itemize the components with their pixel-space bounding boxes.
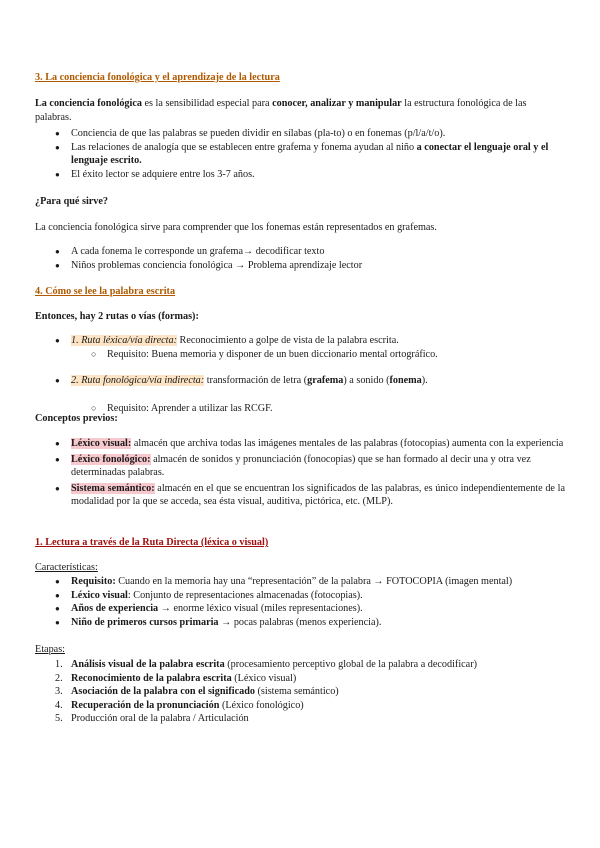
- stage-number: 1.: [55, 659, 63, 670]
- route-2-text: transformación de letra (: [204, 375, 308, 386]
- list-item: [35, 589, 565, 603]
- bullet-text: Niños problemas conciencia fonológica → Problema aprendizaje lector: [71, 259, 363, 271]
- item-label: Años de experiencia: [71, 603, 159, 614]
- concept-label: Sistema semántico:: [71, 482, 155, 494]
- stage-text: (Léxico fonológico): [219, 699, 304, 711]
- list-item: [35, 141, 565, 168]
- stage-item: [35, 712, 565, 726]
- stage-item: [35, 699, 565, 713]
- routes-list: [35, 334, 565, 348]
- purpose-question: ¿Para qué sirve?: [35, 196, 108, 207]
- intro-emphasis: conocer, analizar y manipular: [272, 98, 402, 109]
- route-item: [35, 374, 565, 388]
- stage-text: (procesamiento perceptivo global de la palabra a decodificar): [224, 659, 477, 670]
- section-4-heading: 4. Cómo se lee la palabra escrita: [35, 286, 176, 297]
- concept-label: Léxico visual:: [71, 438, 132, 449]
- concept-text: almacén en el que se encuentran los significados de las palabras, es único independientemente de la modalidad por la que se acceda, sea ésta visual, auditiva, pictórica, etc. (MLP).: [71, 482, 565, 507]
- route-2-emphasis: fonema: [389, 375, 422, 386]
- item-text: Cuando en la memoria hay una “representación” de la palabra → FOTOCOPIA (imagen mental): [115, 576, 513, 587]
- routes-subtitle: Entonces, hay 2 rutas o vías (formas):: [35, 311, 199, 322]
- list-item: [35, 259, 565, 273]
- stage-item: [35, 685, 565, 699]
- bullet-text: El éxito lector se adquiere entre los 3-7 años.: [71, 168, 255, 180]
- stage-label: Asociación de la palabra con el significado: [71, 686, 255, 697]
- stages-list: [35, 658, 565, 726]
- list-item: [35, 575, 565, 589]
- requirement-text: Requisito: Aprender a utilizar las RCGF.: [107, 402, 273, 414]
- bullet-emphasis: a conectar el lenguaje oral y el lenguaje escrito.: [71, 141, 549, 166]
- purpose-text: La conciencia fonológica sirve para comprender que los fonemas están representados en grafemas.: [35, 222, 437, 233]
- requirement-text: Requisito: Buena memoria y disponer de un buen diccionario mental ortográfico.: [107, 349, 438, 360]
- item-text: → pocas palabras (menos experiencia).: [218, 616, 382, 628]
- concepts-list: [35, 437, 565, 509]
- stage-number: 3.: [55, 686, 63, 697]
- route-1-requirement: [35, 348, 600, 362]
- section-3-title: [35, 71, 565, 85]
- stage-label: Recuperación de la pronunciación: [71, 699, 220, 711]
- stage-number: 4.: [55, 699, 63, 711]
- section-1-heading: 1. Lectura a través de la Ruta Directa (léxica o visual): [35, 537, 269, 548]
- concept-label: Léxico fonológico:: [71, 453, 151, 465]
- intro-term: La conciencia fonológica: [35, 98, 142, 109]
- stage-text: (Léxico visual): [231, 672, 297, 684]
- section-4-title: [35, 285, 565, 299]
- section-3-bullets: [35, 127, 565, 181]
- route-1-text: Reconocimiento a golpe de vista de la palabra escrita.: [177, 335, 399, 346]
- list-item: [35, 453, 565, 480]
- concept-text: almacén que archiva todas las imágenes mentales de las palabras (fotocopias) aumenta con la experiencia: [131, 438, 564, 449]
- item-label: Léxico visual: [71, 589, 128, 601]
- concept-text: almacén de sonidos y pronunciación (fonocopias) que se han formado al decir una y otra vez determinadas palabras.: [71, 453, 531, 478]
- section-3-intro: [35, 97, 565, 124]
- route-2-text: ).: [421, 375, 428, 386]
- stage-label: Análisis visual de la palabra escrita: [71, 659, 225, 670]
- intro-text-1: es la sensibilidad especial para: [141, 98, 273, 109]
- bullet-text: A cada fonema le corresponde un grafema→ decodificar texto: [71, 246, 325, 257]
- previous-concepts-title: Conceptos previos:: [35, 413, 118, 424]
- intro-text-2: la estructura fonológica de las palabras.: [35, 98, 527, 123]
- route-2-emphasis: grafema: [307, 375, 344, 386]
- item-text: : Conjunto de representaciones almacenadas (fotocopias).: [127, 589, 363, 601]
- item-label: Niño de primeros cursos primaria: [71, 616, 219, 628]
- route-item: [35, 334, 565, 348]
- list-item: [35, 245, 565, 259]
- routes-list-2: [35, 374, 565, 388]
- list-item: [35, 168, 565, 182]
- route-2-text: ) a sonido (: [343, 375, 390, 386]
- purpose-bullets: [35, 245, 565, 272]
- stage-item: [35, 658, 565, 672]
- list-item: [35, 127, 565, 141]
- bullet-text: Las relaciones de analogía que se establecen entre grafema y fonema ayudan al niño: [71, 141, 417, 153]
- characteristics-title: Características:: [35, 562, 98, 573]
- section-3-heading: 3. La conciencia fonológica y el aprendizaje de la lectura: [35, 72, 280, 83]
- characteristics-list: [35, 575, 565, 629]
- item-text: → enorme léxico visual (miles representaciones).: [158, 603, 363, 614]
- list-item: [35, 602, 565, 616]
- stage-number: 2.: [55, 672, 63, 684]
- route-1-label: 1. Ruta léxica/vía directa:: [71, 335, 177, 346]
- section-1-title: [35, 536, 565, 550]
- stage-number: 5.: [55, 713, 63, 724]
- stage-item: [35, 672, 565, 686]
- list-item: [35, 437, 565, 451]
- route-2-label: 2. Ruta fonológica/vía indirecta:: [71, 375, 205, 386]
- list-item: [35, 616, 565, 630]
- stage-text: Producción oral de la palabra / Articulación: [71, 713, 249, 724]
- list-item: [35, 482, 565, 509]
- stage-label: Reconocimiento de la palabra escrita: [71, 672, 232, 684]
- stages-title: Etapas:: [35, 644, 65, 655]
- bullet-text: Conciencia de que las palabras se pueden dividir en sílabas (pla-to) o en fonemas (p/l/a/t/o).: [71, 128, 446, 139]
- item-label: Requisito:: [71, 576, 116, 587]
- stage-text: (sistema semántico): [254, 686, 339, 697]
